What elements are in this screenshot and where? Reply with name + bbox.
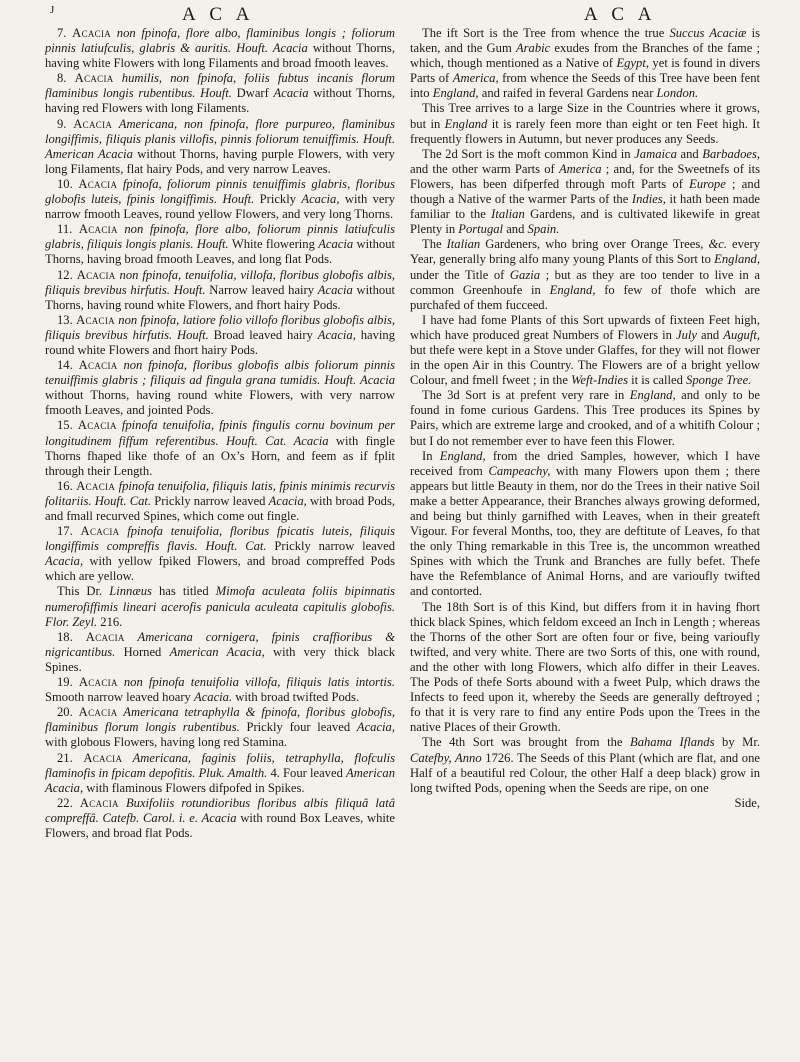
- text-run: Acacia,: [268, 493, 307, 508]
- text-run: Americana tetraphylla & fpinofa, floribus globofis, flaminibus florum longis rubentibus.: [45, 705, 395, 735]
- text-run: Arabic: [515, 41, 551, 56]
- text-run: 7.: [57, 26, 73, 40]
- text-run: Spain.: [527, 222, 560, 237]
- text-run: Acacia: [73, 116, 113, 131]
- entry-paragraph: [45, 268, 395, 313]
- entry-paragraph: [45, 117, 395, 177]
- text-run: American Acacia,: [169, 644, 265, 659]
- text-run: under the Title of: [410, 267, 510, 282]
- text-run: Succus Acaciæ: [669, 26, 747, 40]
- text-run: 19.: [57, 675, 79, 690]
- text-run: England,: [439, 448, 486, 463]
- text-run: 12.: [57, 267, 77, 282]
- text-run: American Acacia,: [45, 765, 395, 795]
- text-run: 11.: [57, 222, 79, 237]
- text-run: England,: [714, 252, 760, 267]
- commentary-paragraph: [410, 237, 760, 312]
- text-run: from whence the Seeds of this Tree have been fent into: [410, 71, 760, 101]
- text-run: 14.: [57, 358, 79, 373]
- text-run: Acacia: [78, 705, 118, 720]
- entry-paragraph: [45, 313, 395, 358]
- text-run: Weft-Indies: [571, 373, 628, 388]
- text-run: Acacia,: [356, 720, 395, 735]
- text-run: Barbadoes,: [702, 146, 760, 161]
- running-head-left: A C A: [182, 4, 255, 25]
- text-run: has titled: [151, 584, 216, 599]
- text-run: Sponge Tree.: [686, 373, 752, 388]
- catchword: Side,: [734, 795, 760, 810]
- entry-paragraph: [45, 630, 395, 675]
- text-run: 21.: [57, 750, 84, 765]
- entry-paragraph: [45, 418, 395, 478]
- right-column: [410, 26, 760, 811]
- text-run: with round Box Leaves, white Flowers, and broad flat Pods.: [45, 810, 395, 840]
- text-run: Campeachy,: [488, 463, 551, 478]
- text-run: Buxifoliis rotundioribus floribus albis filiquâ latâ compreffâ. Catefb. Carol. i. e. Acacia: [45, 795, 395, 825]
- text-run: non fpinofa tenuifolia villofa, filiquis latis intortis.: [117, 675, 395, 690]
- text-run: Linnæus: [109, 584, 152, 599]
- text-run: Gazia: [509, 267, 541, 282]
- text-run: having round white Flowers and fhort hairy Pods.: [45, 327, 396, 357]
- text-run: 216.: [97, 614, 123, 629]
- text-run: non fpinofa, floribus globofis albis foliorum pinnis tenuiffimis glabris ; filiquis ad fingula grana tumidis. Houft. Acacia: [45, 358, 395, 388]
- text-run: non fpinofa, latiore folio villofo floribus globofis albis, filiquis brevibus hirfutis. Houft.: [45, 312, 395, 342]
- entry-paragraph: [45, 177, 395, 222]
- text-run: 20.: [57, 705, 79, 720]
- text-run: 4. Four leaved: [267, 765, 347, 780]
- text-run: with very thick black Spines.: [45, 644, 395, 674]
- commentary-paragraph: [410, 101, 760, 146]
- text-run: non fpinofa, tenuifolia, villofa, floribus globofis albis, filiquis brevibus hirfutis. Houft.: [45, 267, 396, 297]
- text-run: America: [558, 161, 602, 176]
- text-run: Prickly four leaved: [239, 720, 357, 735]
- text-run: White flowering: [228, 237, 319, 252]
- text-run: The 18th Sort is of this Kind, but differs from it in having fhort thick black Spines, which feldom exceed an Inch in Length ; whereas the Thorns of the other Sort are often four or five, being varioufly twifted, and very white. There are two Sorts of this, one with round, and the other with long Flowers, which alfo differ in their Leaves. The Pods of thefe Sorts abound with a fweet Pulp, which draws the Infects to feed upon it, whereby the Seeds are generally deftroyed ; fo that it is very rare to find any entire Pods upon the Trees in the native Places of their Growth.: [410, 599, 760, 735]
- text-run: Acacia: [76, 478, 116, 493]
- text-run: Americana, faginis foliis, tetraphylla, flofculis flaminofis in fpicam depofitis. Pluk. Amalth.: [45, 750, 396, 780]
- entry-paragraph: [45, 705, 395, 750]
- text-run: Broad leaved hairy: [208, 327, 318, 342]
- text-run: Jamaica: [634, 146, 677, 161]
- text-run: England,: [629, 388, 676, 403]
- text-run: &c.: [708, 237, 727, 252]
- text-run: Acacia: [77, 418, 117, 433]
- text-run: Acacia: [273, 86, 309, 101]
- text-run: every Year, generally bring alfo many young Plants of this Sort to: [410, 237, 760, 267]
- text-run: with broad Pods, and fmall recurved Spines, which come out fingle.: [45, 493, 396, 523]
- text-run: 8.: [57, 71, 75, 86]
- text-run: non fpinofa, flore albo, flaminibus longis ; foliorum pinnis latiufculis, glabris & auritis. Houft. Acacia: [45, 26, 396, 56]
- text-run: yet is found in divers Parts of: [410, 56, 761, 86]
- text-run: it is rarely feen more than eight or ten Feet high. It frequently flowers in Autumn, but never produces any Seeds.: [410, 116, 760, 146]
- text-run: Egypt,: [616, 56, 649, 71]
- text-run: London.: [656, 86, 699, 101]
- entry-paragraph: [45, 26, 395, 71]
- text-run: Catefby, Anno: [410, 750, 482, 765]
- text-run: Americana, non fpinofa, flore purpureo, flaminibus longiffimis, filiquis planis villofis, pinnis foliorum tenuiffimis. Houft. American Acacia: [45, 116, 395, 161]
- text-run: In: [422, 448, 440, 463]
- text-run: by Mr.: [714, 735, 760, 750]
- text-run: is taken, and the Gum: [410, 26, 760, 56]
- text-run: without Thorns, having round white Flowers, with very narrow fmooth Leaves, and jointed Pods.: [45, 388, 395, 418]
- text-run: 17.: [57, 524, 81, 539]
- text-run: Auguft,: [723, 327, 760, 342]
- text-run: Acacia: [78, 176, 118, 191]
- text-run: 15.: [57, 418, 78, 433]
- text-run: Acacia: [76, 267, 116, 282]
- running-head-right: A C A: [584, 4, 657, 25]
- entry-paragraph: [45, 751, 395, 796]
- text-run: without Thorns, having white Flowers with long Filaments and broad fmooth leaves.: [45, 41, 395, 71]
- text-run: This Tree arrives to a large Size in the Countries where it grows, but in: [410, 101, 760, 131]
- commentary-paragraph: [410, 26, 760, 101]
- text-run: without Thorns, having purple Flowers, with very long Filaments, flat hairy Pods, and very narrow Leaves.: [45, 146, 395, 176]
- commentary-paragraph: [410, 735, 760, 795]
- text-run: Italian: [491, 207, 525, 222]
- text-run: Prickly narrow leaved: [151, 493, 269, 508]
- text-run: with broad twifted Pods.: [232, 690, 360, 705]
- text-run: Acacia,: [301, 192, 340, 207]
- text-run: with flaminous Flowers difpofed in Spikes.: [83, 780, 305, 795]
- left-column: [45, 26, 395, 841]
- text-run: Mimofa aculeata foliis bipinnatis numerofiffimis lineari acerofis panicula aculeata capitulis globofis. Flor. Zeyl.: [45, 584, 396, 629]
- text-run: 9.: [57, 116, 74, 131]
- commentary-paragraph: [410, 449, 760, 600]
- commentary-paragraph: [410, 600, 760, 736]
- text-run: with fingle Thorns fhaped like thofe of an Ox’s Horn, and feem as if fplit through their Length.: [45, 433, 395, 478]
- text-run: but thefe were kept in a Stove under Glaffes, for they will not flower in the open Air in this Country. The Flowers are of a bright yellow Colour, and fmell fweet ; in the: [410, 342, 760, 388]
- text-run: Portugal: [458, 222, 504, 237]
- text-run: Acacia: [76, 312, 115, 327]
- text-run: and: [676, 146, 703, 161]
- text-run: Acacia: [78, 222, 118, 237]
- text-run: Acacia: [74, 71, 114, 86]
- text-run: Narrow leaved hairy: [205, 282, 318, 297]
- text-run: Acacia: [79, 795, 119, 810]
- text-run: Smooth narrow leaved hoary: [45, 690, 194, 705]
- text-run: Acacia: [78, 675, 118, 690]
- commentary-paragraph: [410, 147, 760, 238]
- text-run: and only to be found in fome curious Gardens. This Tree produces its Spines by Pairs, which are extreme large and crooked, and of a whitifh Colour ; but I do not remember ever to have feen this Flower.: [410, 388, 760, 448]
- text-run: I have had fome Plants of this Sort upwards of fixteen Feet high, which have produced great Numbers of Flowers in: [410, 312, 760, 342]
- entry-paragraph: [45, 358, 395, 418]
- text-run: Horned: [115, 644, 170, 659]
- text-run: Europe: [689, 176, 726, 191]
- commentary-paragraph: [410, 388, 760, 448]
- text-run: Acacia: [72, 26, 112, 40]
- text-run: This Dr.: [57, 584, 110, 599]
- text-run: Acacia: [85, 629, 125, 644]
- text-run: Dwarf: [231, 86, 274, 101]
- text-run: The 4th Sort was brought from the: [422, 735, 630, 750]
- text-run: Americana cornigera, fpinis craffioribus & nigricantibus.: [45, 629, 395, 659]
- entry-paragraph: [45, 71, 395, 116]
- text-run: humilis, non fpinofa, foliis fubtus incanis florum flaminibus longis rubentibus. Houft.: [45, 71, 396, 101]
- text-run: fpinofa tenuifolia, fpinis fingulis cornu bovinum per longitudinem fiffum referentibus. Houft. Cat. Acacia: [45, 418, 395, 448]
- text-run: and: [503, 222, 528, 237]
- text-run: fo few of thofe which are purchafed of them fucceed.: [410, 282, 760, 312]
- entry-paragraph: [45, 524, 395, 584]
- text-run: 18.: [57, 629, 86, 644]
- text-run: The 2d Sort is the moft common Kind in: [422, 146, 635, 161]
- text-run: non fpinofa, flore albo, foliorum pinnis latiufculis glabris, filiquis longis planis. Houft.: [45, 222, 395, 252]
- text-run: and: [696, 327, 724, 342]
- text-run: Acacia: [317, 282, 353, 297]
- text-run: America,: [452, 71, 499, 86]
- entry-paragraph: [45, 796, 395, 841]
- text-run: The: [422, 237, 447, 252]
- entry-paragraph: [45, 222, 395, 267]
- text-run: Bahama Iflands: [630, 735, 715, 750]
- text-run: England,: [549, 282, 596, 297]
- text-run: it hath been made familiar to the: [410, 192, 760, 222]
- text-run: with many Flowers upon them ; there appears but little Beauty in them, nor do the Trees in their native Soil make a better Appearance, their Branches always growing deformed, and being but thinly garnifhed with Leaves, when in their greateft Vigour. For feveral Months, too, they are deftitute of Leaves, fo that the only Thing remarkable in this Tree is, the uncommon wreathed Spines with which the Trunk and Branches are fully befet. Thefe have the Refemblance of Animal Horns, and are varioufly twifted and contorted.: [410, 463, 760, 599]
- text-run: without Thorns, having broad fmooth Leaves, and long flat Pods.: [45, 237, 395, 267]
- signature-mark: J: [50, 4, 55, 16]
- text-run: 13.: [57, 312, 77, 327]
- text-run: Acacia: [78, 358, 118, 373]
- text-run: ; but as they are too tender to live in a common Greenhoufe in: [410, 267, 760, 297]
- text-run: 16.: [57, 478, 77, 493]
- text-run: ; and though a Native of the warmer Parts of the: [410, 176, 760, 207]
- text-run: The 3d Sort is at prefent very rare in: [422, 388, 630, 403]
- text-run: without Thorns, having round white Flowers, and fhort hairy Pods.: [45, 282, 395, 312]
- text-run: it is called: [627, 373, 687, 388]
- entry-paragraph: [45, 479, 395, 524]
- text-run: with yellow fpiked Flowers, and broad compreffed Pods which are yellow.: [45, 554, 395, 584]
- text-run: 22.: [57, 795, 80, 810]
- text-run: fpinofa tenuifolia, floribus fpicatis luteis, filiquis longiffimis compreffis flavis. Houft. Cat.: [45, 524, 396, 554]
- text-run: Prickly narrow leaved: [266, 539, 395, 554]
- entry-paragraph: [45, 675, 395, 705]
- text-run: England: [444, 116, 488, 131]
- text-run: with globous Flowers, having long red Stamina.: [45, 735, 288, 750]
- text-run: Gardeners, who bring over Orange Trees,: [480, 237, 709, 252]
- text-run: Acacia: [83, 750, 123, 765]
- text-run: The ift Sort is the Tree from whence the true: [422, 26, 670, 40]
- entry-paragraph: [45, 584, 395, 629]
- text-run: Italian: [446, 237, 481, 252]
- text-run: Acacia: [80, 524, 120, 539]
- text-run: fpinofa tenuifolia, filiquis latis, fpinis minimis recurvis folitariis. Houft. Cat.: [45, 478, 396, 508]
- running-head: [0, 4, 800, 26]
- text-run: and raifed in feveral Gardens near: [478, 86, 657, 101]
- text-run: exudes from the Branches of the fame ; which, though mentioned as a Native of: [410, 41, 760, 71]
- text-run: 1726. The Seeds of this Plant (which are flat, and one Half of a beautiful red Colour, the other Half a deep black) grow in long twifted Pods, opening when the Seeds are ripe, on one: [410, 750, 760, 795]
- text-run: Indies,: [631, 192, 666, 207]
- text-run: Acacia,: [317, 327, 356, 342]
- text-run: 10.: [57, 176, 79, 191]
- text-run: Acacia.: [194, 690, 233, 705]
- text-run: ; and, for the Sweetnefs of its Flowers, has been difperfed through moft Parts of: [410, 161, 760, 191]
- commentary-paragraph: [410, 313, 760, 388]
- text-run: July: [676, 327, 697, 342]
- text-run: England,: [432, 86, 479, 101]
- text-run: without Thorns, having red Flowers with long Filaments.: [45, 86, 395, 116]
- text-run: Acacia,: [45, 554, 84, 569]
- text-run: Gardens, and is cultivated likewife in great Plenty in: [410, 207, 760, 237]
- text-run: with very narrow fmooth Leaves, round yellow Flowers, and very long Thorns.: [45, 192, 395, 222]
- text-run: and the other warm Parts of: [410, 161, 559, 176]
- text-run: Acacia: [318, 237, 354, 252]
- text-run: fpinofa, foliorum pinnis tenuiffimis glabris, floribus globofis luteis, fpinis longiffimis. Houft.: [45, 176, 395, 207]
- text-run: Prickly: [254, 192, 302, 207]
- text-run: from the dried Samples, however, which I have received from: [410, 448, 760, 478]
